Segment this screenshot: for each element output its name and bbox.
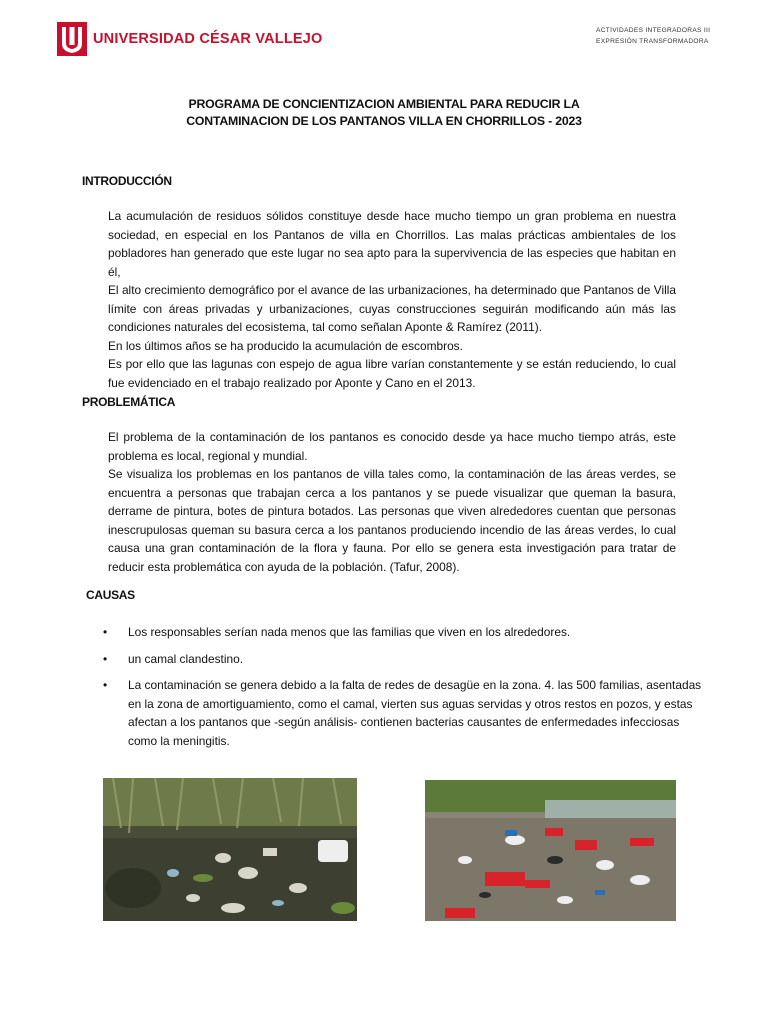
problematica-body	[108, 428, 676, 576]
problem-paragraph-2: Se visualiza los problemas en los pantanos de villa tales como, la contaminación de las áreas verdes, se encuentra a personas que trabajan cerca a los pantanos y se puede visualizar que queman la basura, derrame de pintura, botes de pintura botados. Las personas que viven alrededores cuentan que personas inescrupulosas queman su basura cerca a los pantanos produciendo incendio de las áreas verdes, lo cual causa una gran contaminación de la flora y fauna. Por ello se genera esta investigación para tratar de reducir esta problemática con ayuda de la población. (Tafur, 2008).	[108, 467, 676, 574]
document-title	[80, 96, 688, 130]
course-info	[596, 25, 710, 47]
university-logo	[57, 22, 323, 56]
causas-list	[103, 623, 703, 758]
list-item: • un camal clandestino.	[103, 650, 703, 669]
introduccion-body	[108, 207, 676, 392]
course-line-1: ACTIVIDADES INTEGRADORAS III	[596, 27, 711, 34]
ucv-shield-icon	[57, 22, 87, 56]
heading-problematica: PROBLEMÁTICA	[82, 395, 176, 409]
course-line-2: EXPRESIÓN TRANSFORMADORA	[596, 38, 709, 45]
list-item: • Los responsables serían nada menos que las familias que viven en los alrededores.	[103, 623, 703, 642]
problem-paragraph-1: El problema de la contaminación de los pantanos es conocido desde ya hace mucho tiempo atrás, este problema es local, regional y mundial.	[108, 430, 676, 463]
title-line-2: CONTAMINACION DE LOS PANTANOS VILLA EN CHORRILLOS - 2023	[186, 114, 582, 128]
list-item: • La contaminación se genera debido a la falta de redes de desagüe en la zona. 4. las 500 familias, asentadas en la zona de amortiguamiento, como el camal, vierten sus aguas servidas y otros restos en pozos, y estas afectan a los pantanos que -según análisis- contienen bacterias causantes de enfermedades infecciosas como la meningitis.	[103, 678, 702, 748]
bullet-icon: •	[103, 625, 108, 639]
university-name: UNIVERSIDAD CÉSAR VALLEJO	[93, 31, 323, 47]
photo-polluted-water	[103, 778, 357, 921]
bullet-icon: •	[103, 651, 108, 666]
bullet-icon: •	[103, 678, 108, 692]
heading-causas: CAUSAS	[86, 588, 135, 602]
intro-paragraph-3: En los últimos años se ha producido la acumulación de escombros.	[108, 338, 463, 353]
title-line-1: PROGRAMA DE CONCIENTIZACION AMBIENTAL PARA REDUCIR LA	[188, 97, 580, 111]
intro-paragraph-4: Es por ello que las lagunas con espejo de agua libre varían constantemente y se están reduciendo, lo cual fue evidenciado en el trabajo realizado por Aponte y Cano en el 2013.	[108, 357, 676, 390]
intro-paragraph-1: La acumulación de residuos sólidos constituye desde hace mucho tiempo un gran problema en nuestra sociedad, en especial en los Pantanos de villa en Chorrillos. Las malas prácticas ambientales de los pobladores han generado que este lugar no sea apto para la supervivencia de las especies que habitan en él,	[108, 209, 676, 279]
intro-paragraph-2: El alto crecimiento demográfico por el avance de las urbanizaciones, ha determinado que Pantanos de Villa límite con áreas privadas y urbanizaciones, cuyas construcciones seguirán modificando aún más las condiciones naturales del ecosistema, tal como señalan Aponte & Ramírez (2011).	[108, 283, 676, 334]
photo-garbage-shore	[425, 780, 676, 921]
heading-introduccion: INTRODUCCIÓN	[82, 174, 172, 188]
